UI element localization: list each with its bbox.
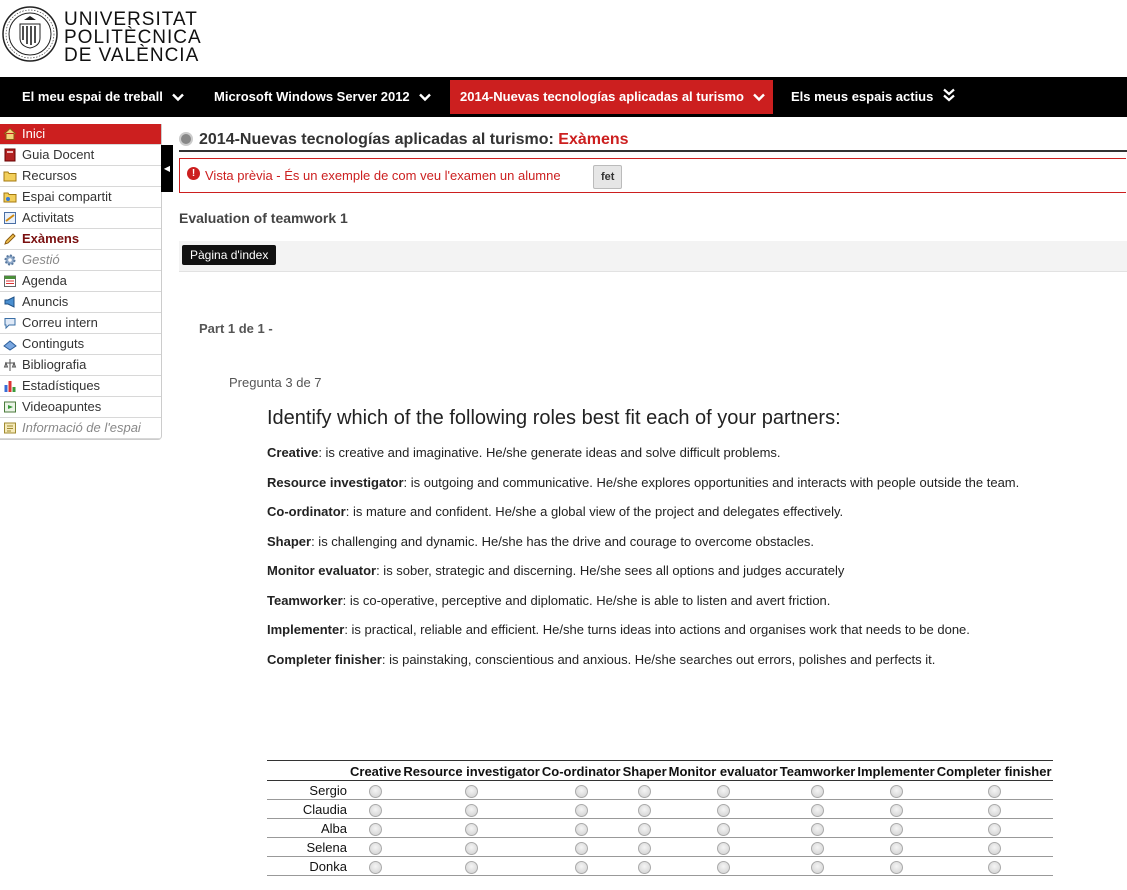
index-toolbar xyxy=(179,241,1127,272)
role-text: : is sober, strategic and discerning. He/she sees all options and judges accurately xyxy=(376,563,845,578)
sidebar-item-recursos[interactable] xyxy=(0,166,161,187)
role-radio-button[interactable] xyxy=(575,804,588,817)
sidebar-item-activitats[interactable] xyxy=(0,208,161,229)
sidebar-item-espai-compartit[interactable] xyxy=(0,187,161,208)
matrix-cell xyxy=(668,857,779,876)
partner-name: Alba xyxy=(267,819,349,838)
role-radio-button[interactable] xyxy=(717,823,730,836)
matrix-cell xyxy=(668,838,779,857)
folder-icon xyxy=(3,169,17,183)
role-radio-button[interactable] xyxy=(638,785,651,798)
double-chevron-down-icon xyxy=(942,81,956,115)
matrix-cell xyxy=(779,838,857,857)
partner-name: Claudia xyxy=(267,800,349,819)
matrix-cell xyxy=(856,819,935,838)
info-icon xyxy=(3,421,17,435)
matrix-cell xyxy=(622,838,668,857)
nav-item-label: Microsoft Windows Server 2012 xyxy=(214,89,410,104)
home-icon xyxy=(3,127,17,141)
sidebar-item-label: Inici xyxy=(22,126,46,141)
sidebar-item-estadistiques[interactable] xyxy=(0,376,161,397)
role-radio-button[interactable] xyxy=(575,861,588,874)
sidebar-item-label: Informació de l'espai xyxy=(22,420,141,435)
sidebar-item-inici[interactable] xyxy=(0,124,161,145)
sidebar-item-label: Agenda xyxy=(22,273,67,288)
calendar-icon xyxy=(3,274,17,288)
sidebar-item-label: Gestió xyxy=(22,252,60,267)
matrix-cell xyxy=(402,838,541,857)
matrix-cell xyxy=(402,781,541,800)
shared-folder-icon xyxy=(3,190,17,204)
activities-icon xyxy=(3,211,17,225)
nav-item-label: 2014-Nuevas tecnologías aplicadas al turismo xyxy=(460,89,744,104)
matrix-column-header: Co-ordinator xyxy=(541,761,622,781)
role-radio-button[interactable] xyxy=(811,861,824,874)
role-radio-button[interactable] xyxy=(811,823,824,836)
role-name: Creative xyxy=(267,445,319,460)
role-radio-button[interactable] xyxy=(638,804,651,817)
nav-item-label: Els meus espais actius xyxy=(791,89,934,104)
role-radio-button[interactable] xyxy=(369,785,382,798)
table-row xyxy=(267,781,1053,800)
university-name[interactable] xyxy=(64,10,202,64)
sidebar-item-label: Guia Docent xyxy=(22,147,95,162)
matrix-cell xyxy=(779,800,857,819)
matrix-cell xyxy=(668,800,779,819)
title-divider xyxy=(179,150,1127,152)
role-radio-button[interactable] xyxy=(717,861,730,874)
matrix-cell xyxy=(622,857,668,876)
matrix-cell xyxy=(936,838,1053,857)
role-description xyxy=(267,445,781,460)
question-number: Pregunta 3 de 7 xyxy=(229,375,322,390)
role-radio-button[interactable] xyxy=(638,842,651,855)
role-description xyxy=(267,652,935,667)
matrix-header-row xyxy=(267,761,1053,781)
university-name-line2: POLITÈCNICA xyxy=(64,27,202,48)
matrix-cell xyxy=(622,819,668,838)
preview-notice xyxy=(179,158,1126,193)
role-radio-button[interactable] xyxy=(638,861,651,874)
role-radio-button[interactable] xyxy=(890,842,903,855)
matrix-cell xyxy=(349,857,402,876)
matrix-cell xyxy=(668,781,779,800)
page-title xyxy=(179,131,629,149)
role-radio-button[interactable] xyxy=(717,804,730,817)
role-radio-button[interactable] xyxy=(369,842,382,855)
sidebar-item-guia-docent[interactable] xyxy=(0,145,161,166)
role-radio-button[interactable] xyxy=(465,842,478,855)
role-text: : is practical, reliable and efficient. He/she turns ideas into actions and organises work that needs to be done. xyxy=(344,622,970,637)
matrix-column-header: Shaper xyxy=(622,761,668,781)
preview-notice-text: Vista prèvia - És un exemple de com veu l'examen un alumne xyxy=(205,168,561,183)
megaphone-icon xyxy=(3,295,17,309)
sidebar-item-anuncis[interactable] xyxy=(0,292,161,313)
role-radio-button[interactable] xyxy=(811,785,824,798)
sidebar-item-label: Activitats xyxy=(22,210,75,225)
sidebar-item-gestio[interactable] xyxy=(0,250,161,271)
role-radio-button[interactable] xyxy=(988,861,1001,874)
matrix-cell xyxy=(349,838,402,857)
gear-icon xyxy=(3,253,17,267)
role-radio-button[interactable] xyxy=(988,842,1001,855)
role-name: Resource investigator xyxy=(267,475,404,490)
role-radio-button[interactable] xyxy=(811,804,824,817)
caret-left-icon: ◀ xyxy=(163,164,171,173)
nav-item-windows-server[interactable] xyxy=(204,80,440,114)
sidebar-item-informacio-espai[interactable] xyxy=(0,418,161,439)
role-radio-button[interactable] xyxy=(369,861,382,874)
matrix-cell xyxy=(856,857,935,876)
role-radio-button[interactable] xyxy=(575,842,588,855)
role-description xyxy=(267,593,830,608)
matrix-column-header: Teamworker xyxy=(779,761,857,781)
role-radio-button[interactable] xyxy=(811,842,824,855)
partner-name: Sergio xyxy=(267,781,349,800)
nav-item-active-spaces[interactable] xyxy=(781,80,971,114)
role-radio-button[interactable] xyxy=(575,785,588,798)
role-radio-button[interactable] xyxy=(465,785,478,798)
role-radio-button[interactable] xyxy=(890,823,903,836)
chevron-down-icon xyxy=(419,81,431,115)
matrix-column-header: Creative xyxy=(349,761,402,781)
role-radio-button[interactable] xyxy=(465,804,478,817)
chevron-down-icon xyxy=(172,81,184,115)
matrix-cell xyxy=(936,800,1053,819)
matrix-cell xyxy=(349,781,402,800)
matrix-cell xyxy=(856,838,935,857)
matrix-cell xyxy=(541,857,622,876)
sidebar-item-label: Estadístiques xyxy=(22,378,101,393)
top-nav xyxy=(0,77,1127,117)
role-name: Completer finisher xyxy=(267,652,382,667)
matrix-cell xyxy=(936,819,1053,838)
table-row xyxy=(267,857,1053,876)
pencil-icon xyxy=(3,232,17,246)
book-icon xyxy=(3,148,17,162)
sidebar-item-agenda[interactable] xyxy=(0,271,161,292)
role-text: : is outgoing and communicative. He/she explores opportunities and interacts with people outside the team. xyxy=(403,475,1020,490)
sidebar-item-label: Anuncis xyxy=(22,294,69,309)
matrix-cell xyxy=(349,819,402,838)
course-sidebar xyxy=(0,124,162,440)
role-radio-button[interactable] xyxy=(575,823,588,836)
role-radio-button[interactable] xyxy=(890,861,903,874)
bar-chart-icon xyxy=(3,379,17,393)
role-name: Shaper xyxy=(267,534,312,549)
sidebar-item-label: Recursos xyxy=(22,168,77,183)
sidebar-item-label: Continguts xyxy=(22,336,85,351)
sidebar-item-bibliografia[interactable] xyxy=(0,355,161,376)
matrix-cell xyxy=(541,819,622,838)
sidebar-item-continguts[interactable] xyxy=(0,334,161,355)
matrix-column-header: Implementer xyxy=(856,761,935,781)
nav-item-workspace[interactable] xyxy=(12,80,198,114)
sidebar-item-label: Exàmens xyxy=(22,231,80,246)
role-description xyxy=(267,622,970,637)
page-title-section: Exàmens xyxy=(558,131,629,148)
role-radio-button[interactable] xyxy=(465,823,478,836)
part-label: Part 1 de 1 - xyxy=(199,321,273,336)
video-icon xyxy=(3,400,17,414)
university-name-line1: UNIVERSITAT xyxy=(64,9,198,30)
sidebar-item-label: Correu intern xyxy=(22,315,98,330)
role-radio-button[interactable] xyxy=(717,785,730,798)
matrix-column-header: Resource investigator xyxy=(402,761,541,781)
role-description xyxy=(267,475,1019,490)
role-description xyxy=(267,534,814,549)
role-radio-button[interactable] xyxy=(890,804,903,817)
roles-matrix xyxy=(267,760,1053,876)
matrix-cell xyxy=(402,857,541,876)
university-seal-icon xyxy=(2,6,58,62)
exam-title: Evaluation of teamwork 1 xyxy=(179,210,348,226)
matrix-cell xyxy=(402,800,541,819)
done-button[interactable]: fet xyxy=(593,165,622,189)
role-name: Co-ordinator xyxy=(267,504,346,519)
partner-name: Selena xyxy=(267,838,349,857)
matrix-cell xyxy=(856,781,935,800)
matrix-corner xyxy=(267,761,349,781)
sidebar-collapse-toggle[interactable] xyxy=(161,145,173,192)
matrix-cell xyxy=(541,781,622,800)
nav-item-current-course[interactable] xyxy=(450,80,773,114)
sidebar-item-correu-intern[interactable] xyxy=(0,313,161,334)
matrix-column-header: Monitor evaluator xyxy=(668,761,779,781)
sidebar-item-label: Espai compartit xyxy=(22,189,112,204)
role-name: Monitor evaluator xyxy=(267,563,377,578)
role-radio-button[interactable] xyxy=(988,804,1001,817)
role-radio-button[interactable] xyxy=(369,823,382,836)
question-title: Identify which of the following roles best fit each of your partners: xyxy=(267,407,841,429)
role-text: : is painstaking, conscientious and anxious. He/she searches out errors, polishes and perfects it. xyxy=(381,652,936,667)
contents-icon xyxy=(3,337,17,351)
warning-icon: ! xyxy=(187,167,200,180)
chevron-down-icon xyxy=(753,81,765,115)
role-radio-button[interactable] xyxy=(465,861,478,874)
matrix-cell xyxy=(349,800,402,819)
matrix-cell xyxy=(541,838,622,857)
matrix-cell xyxy=(779,857,857,876)
bullet-icon xyxy=(179,132,193,146)
role-radio-button[interactable] xyxy=(717,842,730,855)
role-radio-button[interactable] xyxy=(890,785,903,798)
matrix-cell xyxy=(779,819,857,838)
role-radio-button[interactable] xyxy=(988,785,1001,798)
matrix-cell xyxy=(779,781,857,800)
sidebar-item-label: Bibliografia xyxy=(22,357,87,372)
sidebar-item-videoapuntes[interactable] xyxy=(0,397,161,418)
role-text: : is challenging and dynamic. He/she has the drive and courage to overcome obstacles. xyxy=(311,534,815,549)
matrix-cell xyxy=(402,819,541,838)
sidebar-item-examens[interactable] xyxy=(0,229,161,250)
partner-name: Donka xyxy=(267,857,349,876)
sidebar-item-label: Videoapuntes xyxy=(22,399,102,414)
matrix-column-header: Completer finisher xyxy=(936,761,1053,781)
site-header xyxy=(0,0,1127,77)
role-text: : is mature and confident. He/she a global view of the project and delegates effectively. xyxy=(345,504,844,519)
role-name: Teamworker xyxy=(267,593,343,608)
role-radio-button[interactable] xyxy=(988,823,1001,836)
role-name: Implementer xyxy=(267,622,345,637)
bibliography-icon xyxy=(3,358,17,372)
index-page-button[interactable]: Pàgina d'index xyxy=(182,245,276,265)
matrix-cell xyxy=(668,819,779,838)
role-text: : is creative and imaginative. He/she generate ideas and solve difficult problems. xyxy=(318,445,781,460)
matrix-cell xyxy=(622,781,668,800)
role-radio-button[interactable] xyxy=(638,823,651,836)
role-description xyxy=(267,563,844,578)
table-row xyxy=(267,838,1053,857)
matrix-cell xyxy=(936,781,1053,800)
page-title-course: 2014-Nuevas tecnologías aplicadas al turismo: xyxy=(199,131,554,148)
matrix-cell xyxy=(622,800,668,819)
table-row xyxy=(267,800,1053,819)
university-name-line3: DE VALÈNCIA xyxy=(64,45,200,66)
matrix-cell xyxy=(856,800,935,819)
table-row xyxy=(267,819,1053,838)
role-text: : is co-operative, perceptive and diplomatic. He/she is able to listen and avert friction. xyxy=(342,593,831,608)
role-description xyxy=(267,504,843,519)
matrix-cell xyxy=(541,800,622,819)
speech-bubble-icon xyxy=(3,316,17,330)
matrix-cell xyxy=(936,857,1053,876)
role-radio-button[interactable] xyxy=(369,804,382,817)
nav-item-label: El meu espai de treball xyxy=(22,89,163,104)
